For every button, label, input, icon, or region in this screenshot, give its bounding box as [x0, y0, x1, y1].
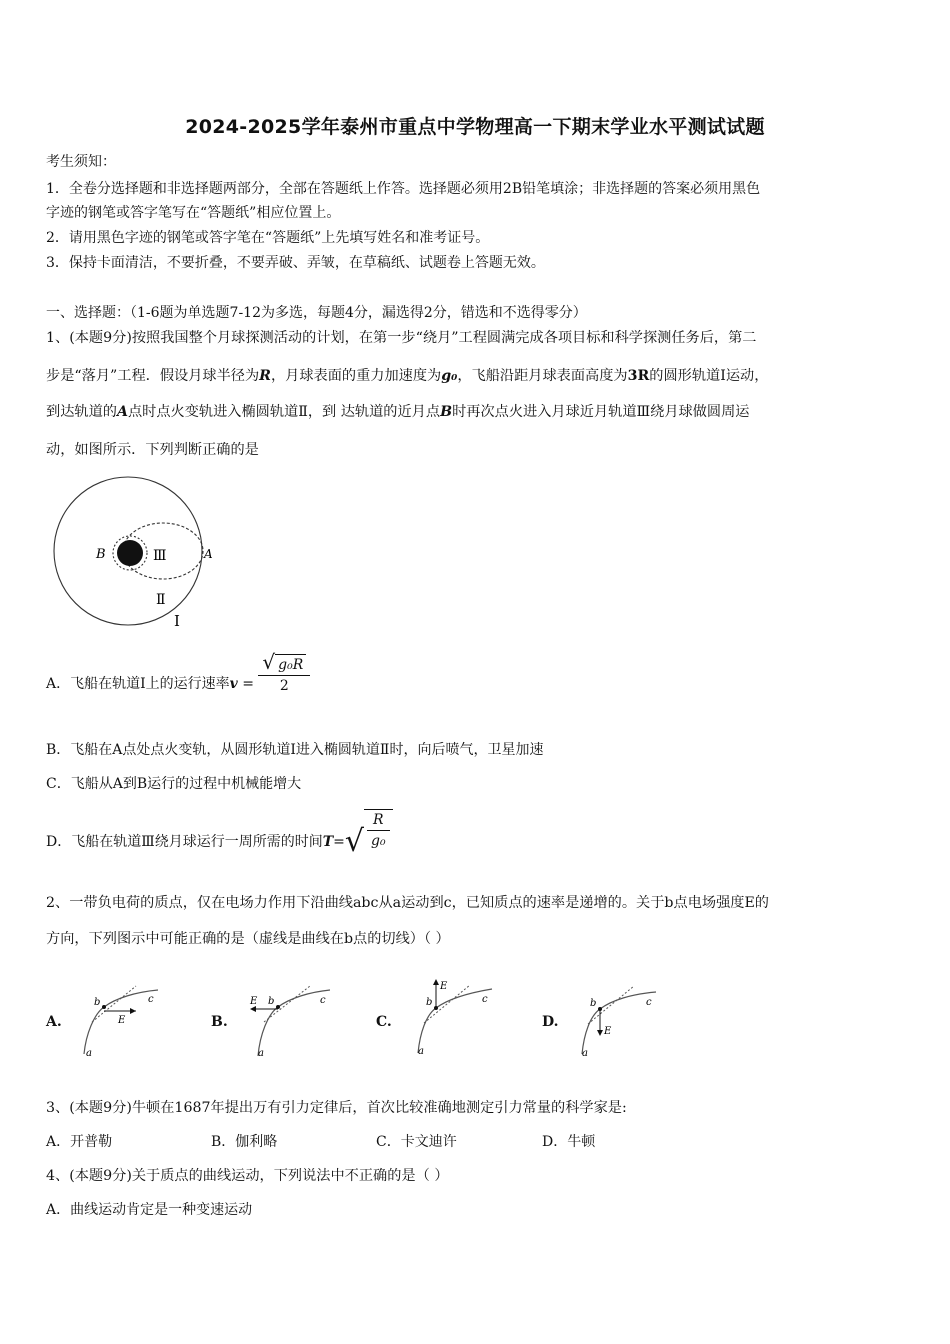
- q3-option-a[interactable]: A．开普勒: [46, 1134, 113, 1150]
- label-A: A: [204, 547, 213, 561]
- equals: =: [333, 834, 345, 850]
- q1-line-1: 1、(本题9分)按照我国整个月球探测活动的计划，在第一步“绕月”工程圆满完成各项目标和科学探测任务后，第二: [46, 330, 757, 346]
- q4-option-a[interactable]: A．曲线运动肯定是一种变速运动: [46, 1202, 253, 1218]
- numerator: R: [373, 812, 384, 828]
- svg-text:b: b: [426, 997, 433, 1008]
- q1-symbol-3R: 3R: [627, 368, 650, 384]
- q3-option-d[interactable]: D．牛顿: [542, 1134, 596, 1150]
- moon: [117, 540, 143, 566]
- q1-text: 的圆形轨道Ⅰ运动，: [649, 368, 769, 384]
- svg-text:E: E: [250, 996, 258, 1007]
- notice-item-2: 2．请用黑色字迹的钢笔或答字笔在“答题纸”上先填写姓名和准考证号。: [46, 230, 490, 246]
- q3-option-b[interactable]: B．伽利略: [211, 1134, 278, 1150]
- q1-symbol-B: B: [440, 404, 453, 420]
- fraction: [364, 809, 393, 851]
- label-B: B: [96, 547, 106, 562]
- q2-option-b-label[interactable]: B.: [211, 1014, 228, 1030]
- q1-option-c[interactable]: C．飞船从A到B运行的过程中机械能增大: [46, 776, 302, 792]
- q3-option-c[interactable]: C．卡文迪许: [376, 1134, 457, 1150]
- svg-text:b: b: [590, 998, 597, 1009]
- q1-symbol-R: R: [259, 368, 271, 384]
- q1-option-a-text: A．飞船在轨道Ⅰ上的运行速率: [46, 676, 230, 692]
- q2-option-a-label[interactable]: A.: [46, 1014, 62, 1030]
- q3-line-1: 3、(本题9分)牛顿在1687年提出万有引力定律后，首次比较准确地测定引力常量的科学家是:: [46, 1100, 627, 1116]
- svg-text:c: c: [646, 997, 652, 1008]
- q1-text: 点时点火变轨进入椭圆轨道Ⅱ，到 达轨道的近月点: [127, 404, 441, 420]
- q1-option-d-text: D．飞船在轨道Ⅲ绕月球运行一周所需的时间: [46, 834, 323, 850]
- q1-option-d[interactable]: [46, 812, 393, 859]
- notice-item-3: 3．保持卡面清洁，不要折叠，不要弄破、弄皱，在草稿纸、试题卷上答题无效。: [46, 255, 545, 271]
- section-heading: 一、选择题：（1-6题为单选题7-12为多选，每题4分，漏选得2分，错选和不选得零分）: [46, 305, 587, 321]
- q1-text: ，飞船沿距月球表面高度为: [457, 368, 628, 384]
- svg-text:a: a: [258, 1048, 264, 1059]
- q2-line-2: 方向，下列图示中可能正确的是（虚线是曲线在b点的切线）（ ）: [46, 931, 450, 947]
- q1-symbol-A: A: [116, 404, 128, 420]
- q1-line-4: 动，如图所示．下列判断正确的是: [46, 442, 259, 458]
- notice-item-1b: 字迹的钢笔或答字笔写在“答题纸”相应位置上。: [46, 205, 341, 221]
- svg-text:b: b: [94, 997, 101, 1008]
- orbit-diagram: [48, 474, 218, 634]
- q2-line-1: 2、一带负电荷的质点，仅在电场力作用下沿曲线abc从a运动到c，已知质点的速率是递增的。关于b点电场强度E的: [46, 895, 769, 911]
- svg-text:E: E: [118, 1015, 126, 1026]
- q1-text: 时再次点火进入月球近月轨道Ⅲ绕月球做圆周运: [452, 404, 750, 420]
- label-I: Ⅰ: [174, 612, 180, 630]
- q1-text: 步是“落月”工程．假设月球半径为: [46, 368, 260, 384]
- q1-text: ，月球表面的重力加速度为: [270, 368, 442, 384]
- svg-text:a: a: [86, 1048, 92, 1059]
- notice-item-1a: 1．全卷分选择题和非选择题两部分，全部在答题纸上作答。选择题必须用2B铅笔填涂；非选择题的答案必须用黑色: [46, 181, 761, 197]
- q2-option-d-figure[interactable]: [574, 984, 664, 1063]
- numerator: g₀R: [278, 657, 304, 673]
- q2-option-b-figure[interactable]: [244, 984, 334, 1063]
- notice-heading: 考生须知：: [46, 154, 116, 170]
- q4-line-1: 4、(本题9分)关于质点的曲线运动，下列说法中不正确的是（ ）: [46, 1168, 449, 1184]
- q1-line-2: [46, 366, 768, 386]
- q1-option-a[interactable]: [46, 650, 310, 696]
- q1-text: 到达轨道的: [46, 404, 117, 420]
- q2-option-c-figure[interactable]: [410, 975, 500, 1061]
- q1-line-3: [46, 402, 750, 422]
- q1-symbol-g0: g₀: [441, 368, 458, 384]
- denominator: 2: [279, 678, 289, 694]
- svg-text:b: b: [268, 996, 275, 1007]
- svg-text:c: c: [148, 994, 154, 1005]
- page-title: 2024-2025学年泰州市重点中学物理高一下期末学业水平测试试题: [185, 116, 765, 138]
- fraction: $\frac{\text{√ g₀R}}{2}$: [258, 652, 310, 696]
- denominator: g₀: [371, 833, 386, 849]
- label-II: Ⅱ: [156, 592, 166, 608]
- svg-text:c: c: [482, 994, 488, 1005]
- svg-text:E: E: [440, 981, 448, 992]
- label-III: Ⅲ: [153, 548, 167, 564]
- q1-symbol-v: v: [229, 676, 238, 692]
- q1-symbol-T: T: [322, 834, 334, 850]
- q2-option-a-figure[interactable]: [76, 984, 166, 1063]
- q1-option-b[interactable]: B．飞船在A点处点火变轨，从圆形轨道Ⅰ进入椭圆轨道Ⅱ时，向后喷气，卫星加速: [46, 742, 544, 758]
- svg-text:c: c: [320, 995, 326, 1006]
- svg-text:E: E: [604, 1026, 612, 1037]
- svg-text:a: a: [418, 1046, 424, 1057]
- sqrt-sign: √: [344, 824, 365, 859]
- q2-option-c-label[interactable]: C.: [376, 1014, 392, 1030]
- q2-option-d-label[interactable]: D.: [542, 1014, 559, 1030]
- equals: =: [237, 676, 259, 692]
- svg-text:a: a: [582, 1048, 588, 1059]
